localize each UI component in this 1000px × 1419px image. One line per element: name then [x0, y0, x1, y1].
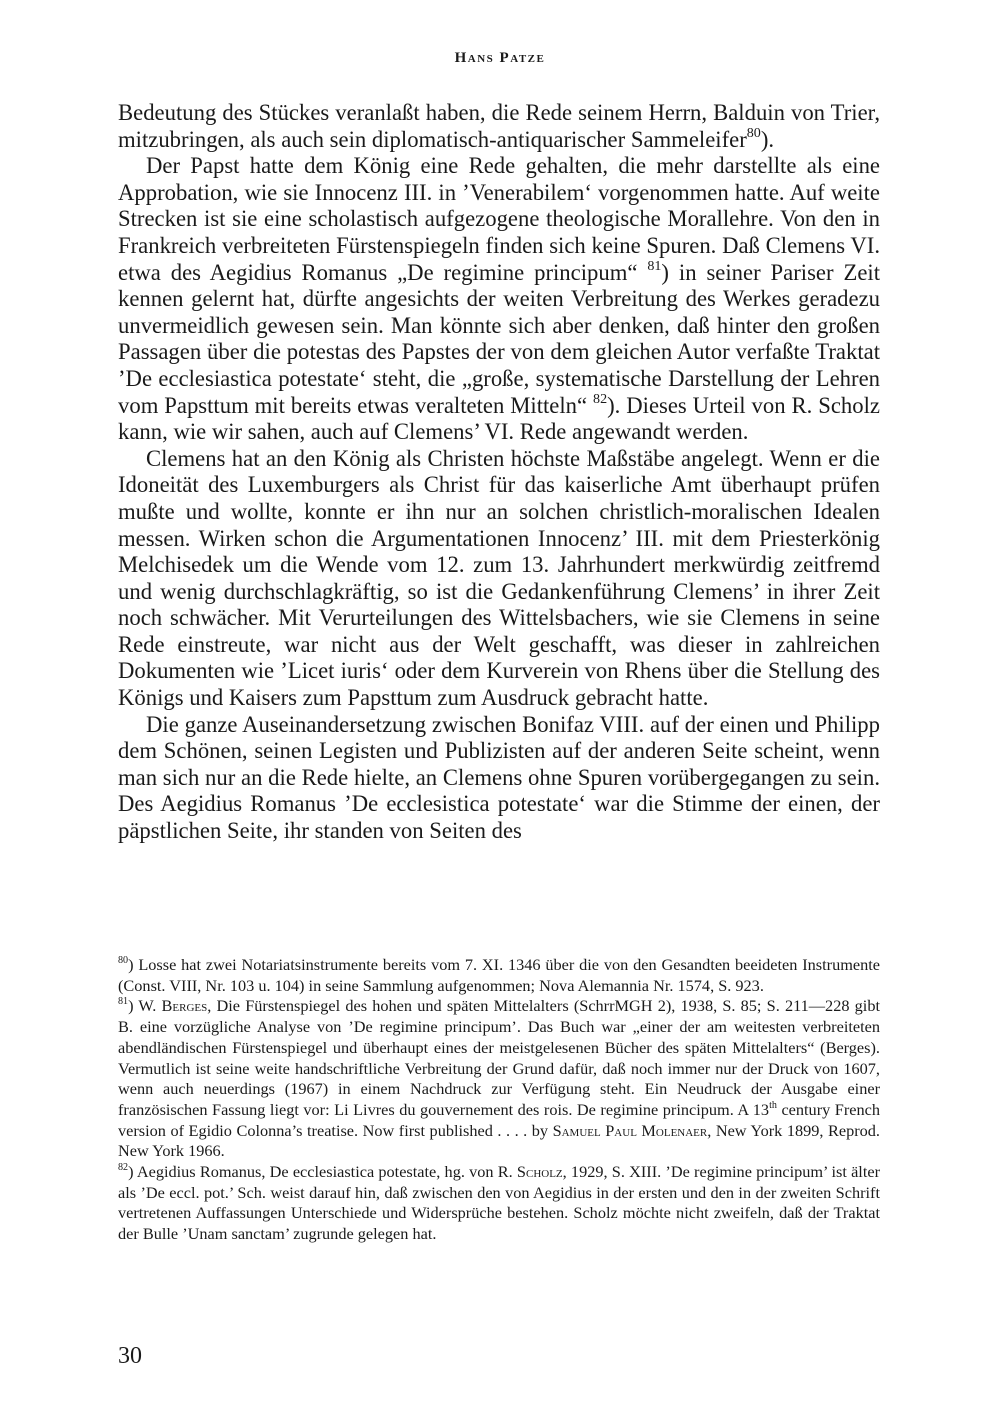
- author-name: Samuel Paul Molenaer: [552, 1120, 708, 1140]
- footnote-marker: 81: [118, 995, 129, 1007]
- footnote: [118, 1162, 880, 1245]
- footnote-marker: 82: [118, 1161, 129, 1173]
- footnote-marker: 80: [746, 124, 761, 141]
- footnote-marker: th: [769, 1099, 777, 1111]
- body-text: [118, 100, 880, 845]
- footnotes: [118, 955, 880, 1245]
- text-run: ) in seiner Pariser Zeit kennen gelernt hat, dürfte angesichts der weiten Verbreitung des Werkes geradezu unvermeidlich gewesen sein. Man könnte sich aber denken, daß hinter den großen Passagen über die potestas des Papstes der von dem gleichen Autor verfaßte Traktat ’De ecclesiastica potestate‘ steht, die „große, systematische Darstellung der Lehren vom Papsttum mit bereits etwas veralteten Mitteln“: [118, 259, 880, 418]
- footnote-marker: 81: [647, 257, 662, 274]
- text-run: century French version of Egidio Colonna’s treatise. Now first published . . . . by: [118, 1099, 880, 1140]
- text-run: ) W.: [128, 996, 162, 1016]
- paragraph: [118, 712, 880, 845]
- footnote: [118, 996, 880, 1162]
- running-head: Hans Patze: [454, 50, 546, 66]
- text-run: ) Losse hat zwei Notariatsinstrumente bereits vom 7. XI. 1346 über die von den Gesandten beeideten Instrumente (Const. VIII, Nr. 103 u. 104) in seine Sammlung aufgenommen; Nova Alemannia Nr. 1574, S. 923.: [118, 955, 880, 995]
- author-name: Berges: [161, 996, 208, 1016]
- text-run: Bedeutung des Stückes veranlaßt haben, die Rede seinem Herrn, Balduin von Trier, mitzubringen, als auch sein diplomatisch-antiquarischer Sammeleifer: [118, 100, 880, 152]
- footnote-marker: 82: [593, 390, 608, 407]
- paragraph: [118, 153, 880, 446]
- text-run: Clemens hat an den König als Christen höchste Maßstäbe angelegt. Wenn er die Idoneität des Luxemburgers als Christ für das kaiserliche Amt überhaupt prüfen mußte und wollte, konnte er ihn nur an solchen christlich-moralischen Idealen messen. Wirken schon die Argumentationen Innocenz’ III. mit dem Priesterkönig Melchisedek um die Wende vom 12. zum 13. Jahrhundert merkwürdig zeitfremd und wenig durchschlagkräftig, so ist die Gedankenführung Clemens’ in ihrer Zeit noch schwächer. Mit Verurteilungen des Wittelsbachers, wie sie Clemens in seine Rede einstreute, war nicht aus der Welt geschafft, was dieser in zahlreichen Dokumenten wie ’Licet iuris‘ oder dem Kurverein von Rhens über die Stellung des Königs und Kaisers zum Papsttum zum Ausdruck gebracht hatte.: [118, 445, 880, 711]
- text-run: ) Aegidius Romanus, De ecclesiastica potestate, hg. von R.: [128, 1162, 517, 1182]
- text-run: Die ganze Auseinandersetzung zwischen Bonifaz VIII. auf der einen und Philipp dem Schönen, seinen Legisten und Publizisten auf der anderen Seite scheint, wenn man sich nur an die Rede hielte, an Clemens ohne Spuren vorübergegangen zu sein. Des Aegidius Romanus ’De ecclesistica potestate‘ war die Stimme der einen, der päpstlichen Seite, ihr standen von Seiten des: [118, 711, 880, 844]
- page-number: 30: [118, 1343, 142, 1369]
- text-run: , Die Fürstenspiegel des hohen und späten Mittelalters (SchrrMGH 2), 1938, S. 85; S. 211—228 gibt B. eine vorzügliche Analyse von ’De regimine principum’. Das Buch war „einer der am weitesten verbreiteten abendländischen Fürstenspiegel und überhaupt eines der meistgelesenen Bücher des späten Mittelalters“ (Berges). Vermutlich ist seine weite handschriftliche Verbreitung der Grund dafür, daß noch immer nur der Druck von 1607, wenn auch neuerdings (1967) in einem Nachdruck zur Verfügung steht. Ein Neudruck der Ausgabe einer französischen Fassung liegt vor: Li Livres du gouvernement des rois. De regimine principum. A 13: [118, 996, 880, 1119]
- paragraph: [118, 100, 880, 153]
- text-run: ).: [760, 126, 775, 152]
- text-run: , 1929, S. XIII. ’De regimine principum’ ist älter als ’De eccl. pot.’ Sch. weist darauf hin, daß zwischen den von Aegidius in der ersten und den in der zweiten Schrift vertretenen Auffassungen Unterschiede und Widersprüche bestehen. Scholz möchte nicht zweifeln, daß der Traktat der Bulle ’Unam sanctam’ zugrunde gelegen hat.: [118, 1162, 881, 1244]
- paragraph: [118, 446, 880, 712]
- text-run: Der Papst hatte dem König eine Rede gehalten, die mehr darstellte als eine Approbation, wie sie Innocenz III. in ’Venerabilem‘ vorgenommen hatte. Auf weite Strecken ist sie eine scholastisch aufgezogene theologische Morallehre. Von den in Frankreich verbreiteten Fürstenspiegeln finden sich keine Spuren. Daß Clemens VI. etwa des Aegidius Romanus „De regimine principum“: [118, 153, 880, 285]
- text-run: , New York 1899, Reprod. New York 1966.: [118, 1120, 880, 1161]
- author-name: Scholz: [516, 1162, 563, 1182]
- text-run: ). Dieses Urteil von R. Scholz kann, wie wir sahen, auch auf Clemens’ VI. Rede angewandt werden.: [118, 392, 880, 445]
- footnote-marker: 80: [118, 954, 129, 966]
- footnote: [118, 955, 880, 996]
